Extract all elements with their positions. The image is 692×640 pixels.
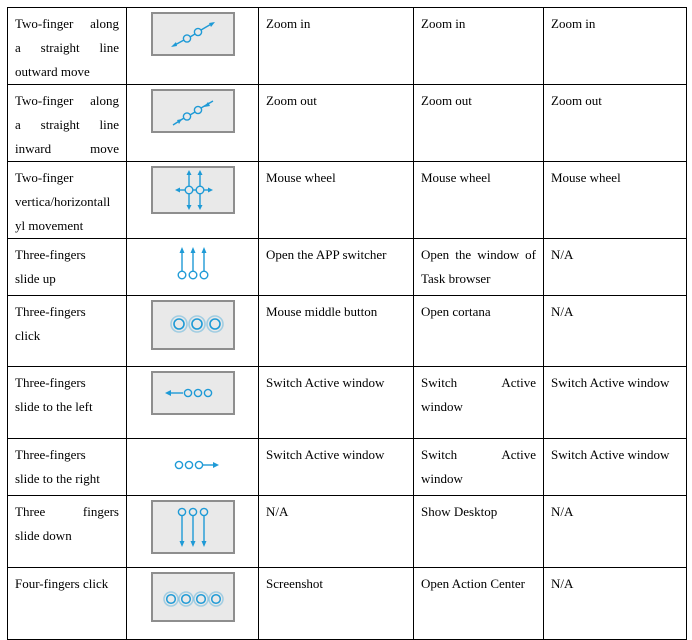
table-row [8,367,687,439]
gesture-description: Three-fingers slide up [8,239,127,296]
gesture-description: Two-finger vertica/horizontall yl movement [8,162,127,239]
four-finger-click-icon [151,572,235,622]
gesture-table [7,7,687,640]
action-cell: Open the window of Task browser [414,239,544,296]
action-cell: N/A [544,239,687,296]
table-row [8,239,687,296]
action-cell: Show Desktop [414,496,544,568]
action-cell: Switch Active window [544,367,687,439]
action-cell: Switch Active window [544,439,687,496]
action-cell: Open the APP switcher [259,239,414,296]
three-finger-up-icon [151,243,235,287]
action-cell: Mouse wheel [259,162,414,239]
three-finger-left-icon [151,371,235,415]
two-finger-cross-icon [151,166,235,214]
gesture-description: Three fingers slide down [8,496,127,568]
gesture-description: Three-fingers click [8,296,127,367]
action-cell: Open Action Center [414,568,544,640]
action-cell: Switch Active window [259,367,414,439]
action-cell: Zoom out [259,85,414,162]
action-cell: Switch Active window [414,367,544,439]
action-cell: N/A [544,296,687,367]
table-row [8,162,687,239]
action-cell: Zoom out [414,85,544,162]
action-cell: Mouse wheel [414,162,544,239]
three-finger-click-icon [151,300,235,350]
table-row [8,8,687,85]
action-cell: N/A [544,496,687,568]
action-cell: Screenshot [259,568,414,640]
action-cell: Zoom in [544,8,687,85]
action-cell: Zoom in [259,8,414,85]
action-cell: Mouse wheel [544,162,687,239]
gesture-description: Three-fingers slide to the right [8,439,127,496]
action-cell: Switch Active window [414,439,544,496]
three-finger-right-icon [151,443,235,487]
gesture-description: Four-fingers click [8,568,127,640]
action-cell: Zoom out [544,85,687,162]
action-cell: N/A [544,568,687,640]
action-cell: Zoom in [414,8,544,85]
table-row [8,568,687,640]
action-cell: Switch Active window [259,439,414,496]
action-cell: Open cortana [414,296,544,367]
action-cell: N/A [259,496,414,568]
three-finger-down-icon [151,500,235,554]
gesture-description: Two-finger along a straight line inward move [8,85,127,162]
table-row [8,296,687,367]
gesture-description: Two-finger along a straight line outward move [8,8,127,85]
action-cell: Mouse middle button [259,296,414,367]
table-row [8,439,687,496]
table-row [8,496,687,568]
table-row [8,85,687,162]
two-finger-outward-icon [151,12,235,56]
two-finger-inward-icon [151,89,235,133]
gesture-description: Three-fingers slide to the left [8,367,127,439]
